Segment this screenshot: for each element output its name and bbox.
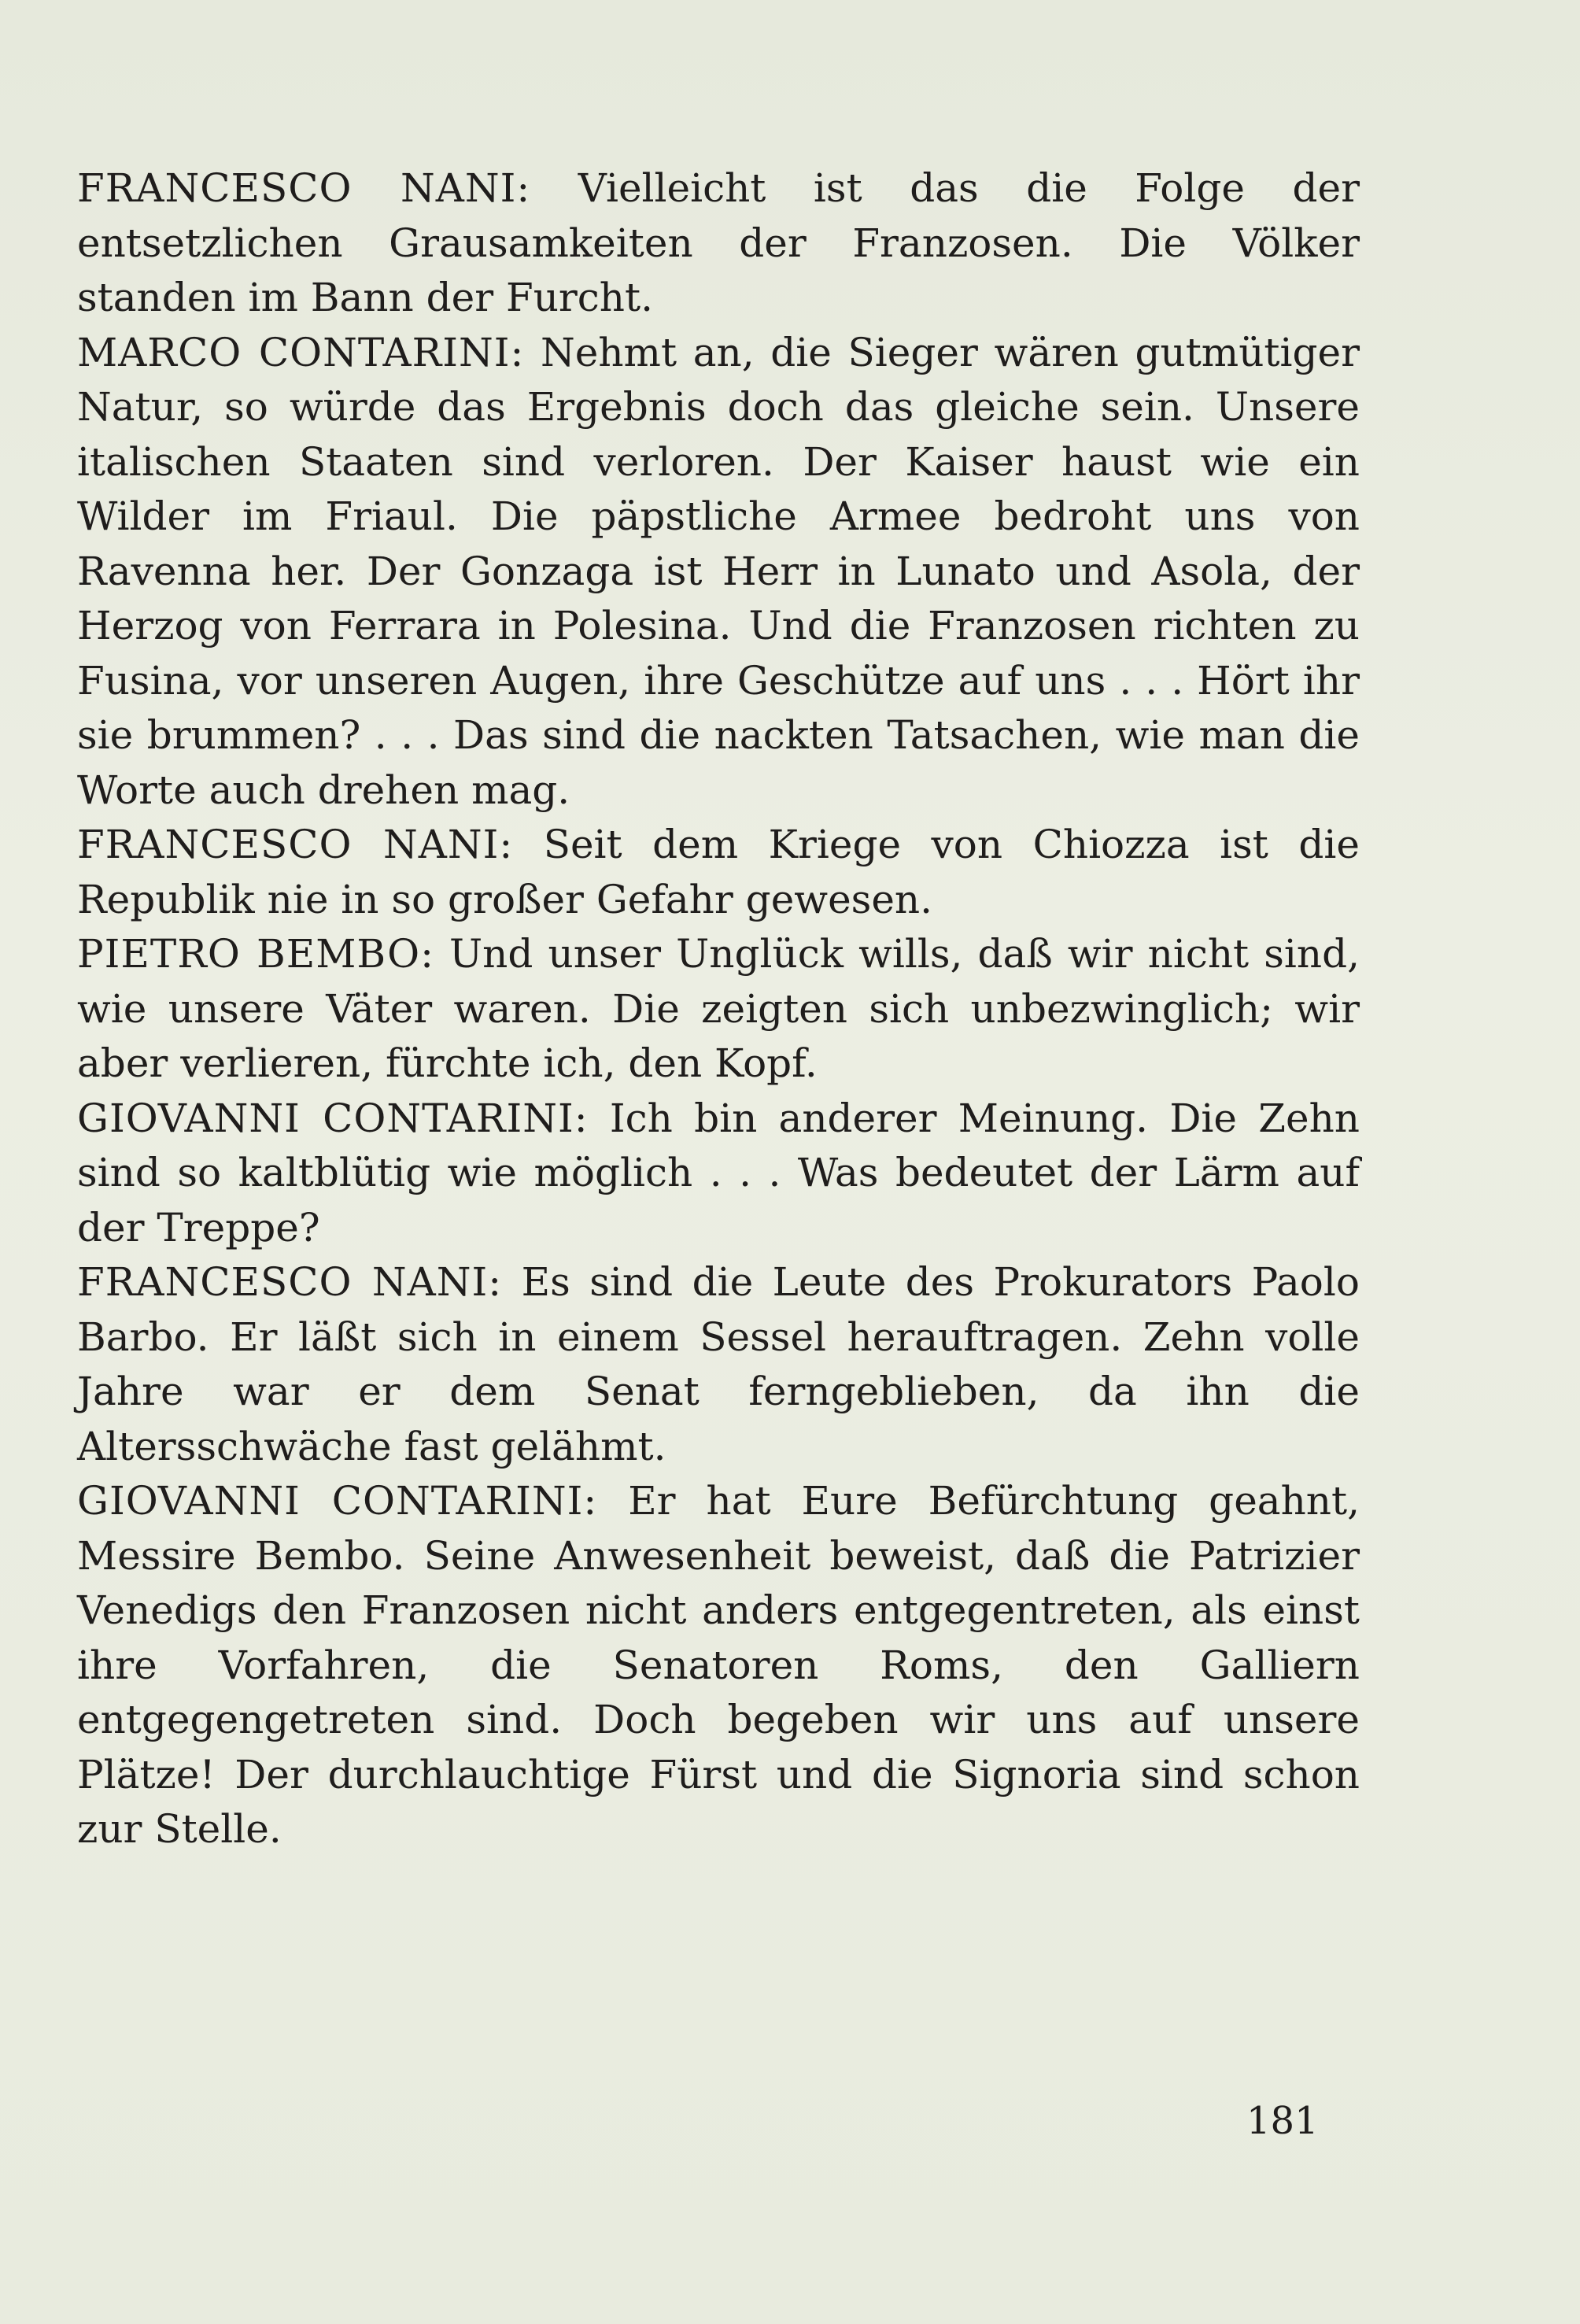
speaker-name: GIOVANNI CONTARINI: — [77, 1095, 589, 1141]
speech-text: Ich bin anderer Meinung. Die Zehn sind so kaltblütig wie möglich . . . Was bedeutet der Lärm auf der Treppe? — [77, 1095, 1360, 1251]
speech-paragraph — [77, 326, 1360, 818]
speaker-name: PIETRO BEMBO: — [77, 931, 434, 977]
page-number: 181 — [1246, 2099, 1319, 2143]
speech-text: Es sind die Leute des Prokurators Paolo Barbo. Er läßt sich in einem Sessel herauftragen. Zehn volle Jahre war er dem Senat ferngeblieben, da ihn die Altersschwäche fast gelähmt. — [77, 1259, 1360, 1469]
speech-text: Seit dem Kriege von Chiozza ist die Republik nie in so großer Gefahr gewesen. — [77, 822, 1360, 922]
speech-text: Nehmt an, die Sieger wären gutmütiger Natur, so würde das Ergebnis doch das gleiche sein. Unsere italischen Staaten sind verloren. Der Kaiser haust wie ein Wilder im Friaul. Die päpstliche Armee bedroht uns von Ravenna her. Der Gonzaga ist Herr in Lunato und Asola, der Herzog von Ferrara in Polesina. Und die Franzosen richten zu Fusina, vor unseren Augen, ihre Geschütze auf uns . . . Hört ihr sie brummen? . . . Das sind die nackten Tatsachen, wie man die Worte auch drehen mag. — [77, 329, 1360, 813]
speech-paragraph — [77, 1092, 1360, 1256]
speech-paragraph — [77, 161, 1360, 326]
speaker-name: FRANCESCO NANI: — [77, 822, 514, 867]
speech-paragraph — [77, 1474, 1360, 1857]
speech-text: Er hat Eure Befürchtung geahnt, Messire Bembo. Seine Anwesenheit beweist, daß die Patrizier Venedigs den Franzosen nicht anders entgegentreten, als einst ihre Vorfahren, die Senatoren Roms, den Galliern entgegengetreten sind. Doch begeben wir uns auf unsere Plätze! Der durchlauchtige Fürst und die Signoria sind schon zur Stelle. — [77, 1478, 1360, 1852]
speaker-name: FRANCESCO NANI: — [77, 165, 531, 211]
dialogue-text — [77, 161, 1360, 1857]
speech-paragraph — [77, 1255, 1360, 1474]
speaker-name: MARCO CONTARINI: — [77, 329, 525, 375]
speaker-name: GIOVANNI CONTARINI: — [77, 1478, 598, 1524]
speech-paragraph — [77, 818, 1360, 927]
speaker-name: FRANCESCO NANI: — [77, 1259, 503, 1305]
speech-paragraph — [77, 927, 1360, 1092]
speech-text: Vielleicht ist das die Folge der entsetzlichen Grausamkeiten der Franzosen. Die Völker standen im Bann der Furcht. — [77, 165, 1360, 320]
speech-text: Und unser Unglück wills, daß wir nicht sind, wie unsere Väter waren. Die zeigten sich unbezwinglich; wir aber verlieren, fürchte ich, den Kopf. — [77, 931, 1360, 1086]
